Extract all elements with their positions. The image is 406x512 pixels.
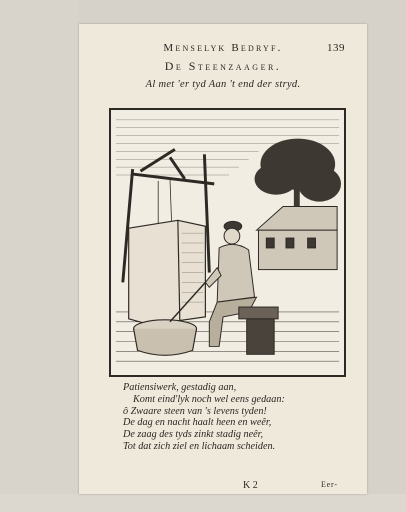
page-header bbox=[79, 42, 367, 90]
verse-line: De zaag des tyds zinkt stadig neêr, bbox=[123, 429, 264, 441]
catchword: Eer- bbox=[321, 480, 338, 489]
page-number: 139 bbox=[327, 42, 345, 54]
running-head-text: Menselyk Bedryf. bbox=[163, 42, 283, 54]
backdrop-bottom-strip bbox=[0, 494, 406, 512]
book-page bbox=[79, 24, 367, 494]
motto: Al met 'er tyd Aan 't end der stryd. bbox=[145, 79, 301, 90]
house bbox=[257, 207, 338, 270]
verse-line: Patiensiwerk, gestadig aan, bbox=[123, 382, 237, 393]
verse-line: Tot dat zich ziel en lichaam scheiden. bbox=[123, 440, 276, 452]
running-head bbox=[79, 42, 367, 54]
verse-line: Komt eind'lyk noch wel eens gedaan: bbox=[133, 393, 285, 405]
verse-block bbox=[123, 382, 353, 453]
signature-mark: K 2 bbox=[243, 480, 258, 491]
stone-sawyer-illustration bbox=[111, 110, 344, 375]
water-tub bbox=[134, 320, 197, 355]
page-title: De Steenzaager. bbox=[164, 59, 282, 73]
verse-line: ô Zwaare steen van 's levens tyden! bbox=[123, 405, 267, 417]
engraving-plate bbox=[109, 108, 346, 377]
backdrop-left-panel bbox=[0, 0, 78, 512]
bench bbox=[239, 307, 278, 354]
verse-line: De dag en nacht haalt heen en weêr, bbox=[123, 417, 272, 429]
